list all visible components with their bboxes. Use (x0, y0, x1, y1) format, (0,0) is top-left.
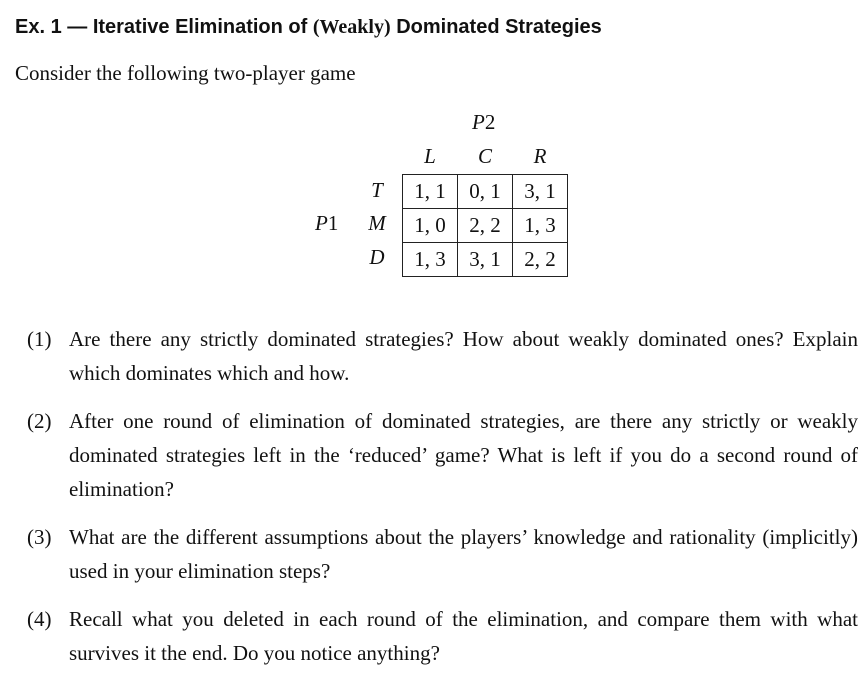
question-text: Are there any strictly dominated strategies? How about weakly dominated ones? Explain which dominates which and how. (69, 327, 858, 385)
payoff-cell: 1, 3 (513, 209, 568, 243)
question-number: (4) (27, 607, 52, 631)
payoff-cell: 3, 1 (513, 175, 568, 209)
question-number: (1) (27, 327, 52, 351)
payoff-cell: 2, 2 (458, 209, 513, 243)
payoff-matrix (402, 174, 568, 277)
payoff-row-m (403, 209, 568, 243)
row-label-t: T (371, 178, 383, 202)
question-item (0, 602, 868, 670)
title-prefix: Ex. 1 — Iterative Elimination of (15, 16, 313, 38)
payoff-cell: 1, 0 (403, 209, 458, 243)
title-suffix: Dominated Strategies (390, 16, 602, 38)
question-item (0, 322, 868, 390)
question-item (0, 404, 868, 506)
player2-label: P2 (472, 110, 496, 134)
payoff-cell: 2, 2 (513, 243, 568, 277)
column-label-c: C (477, 144, 493, 168)
game-matrix-area (0, 0, 868, 300)
payoff-row-d (403, 243, 568, 277)
payoff-cell: 1, 1 (403, 175, 458, 209)
question-item (0, 520, 868, 588)
intro-text: Consider the following two-player game (15, 61, 356, 85)
payoff-cell: 3, 1 (458, 243, 513, 277)
payoff-cell: 1, 3 (403, 243, 458, 277)
column-label-l: L (424, 144, 436, 168)
column-label-r: R (533, 144, 547, 168)
row-label-m: M (368, 211, 386, 235)
payoff-cell: 0, 1 (458, 175, 513, 209)
row-label-d: D (369, 245, 385, 269)
player1-label: P1 (315, 211, 339, 235)
question-number: (3) (27, 525, 52, 549)
question-text: After one round of elimination of dominated strategies, are there any strictly or weakly dominated strategies left in the ‘reduced’ game? What is left if you do a second round of elimination? (69, 409, 858, 501)
question-list (0, 322, 868, 684)
payoff-row-t (403, 175, 568, 209)
question-text: Recall what you deleted in each round of the elimination, and compare them with what survives it the end. Do you notice anything? (69, 607, 858, 665)
title-paren: (Weakly) (312, 16, 391, 38)
question-text: What are the different assumptions about the players’ knowledge and rationality (implicitly) used in your elimination steps? (69, 525, 858, 583)
question-number: (2) (27, 409, 52, 433)
